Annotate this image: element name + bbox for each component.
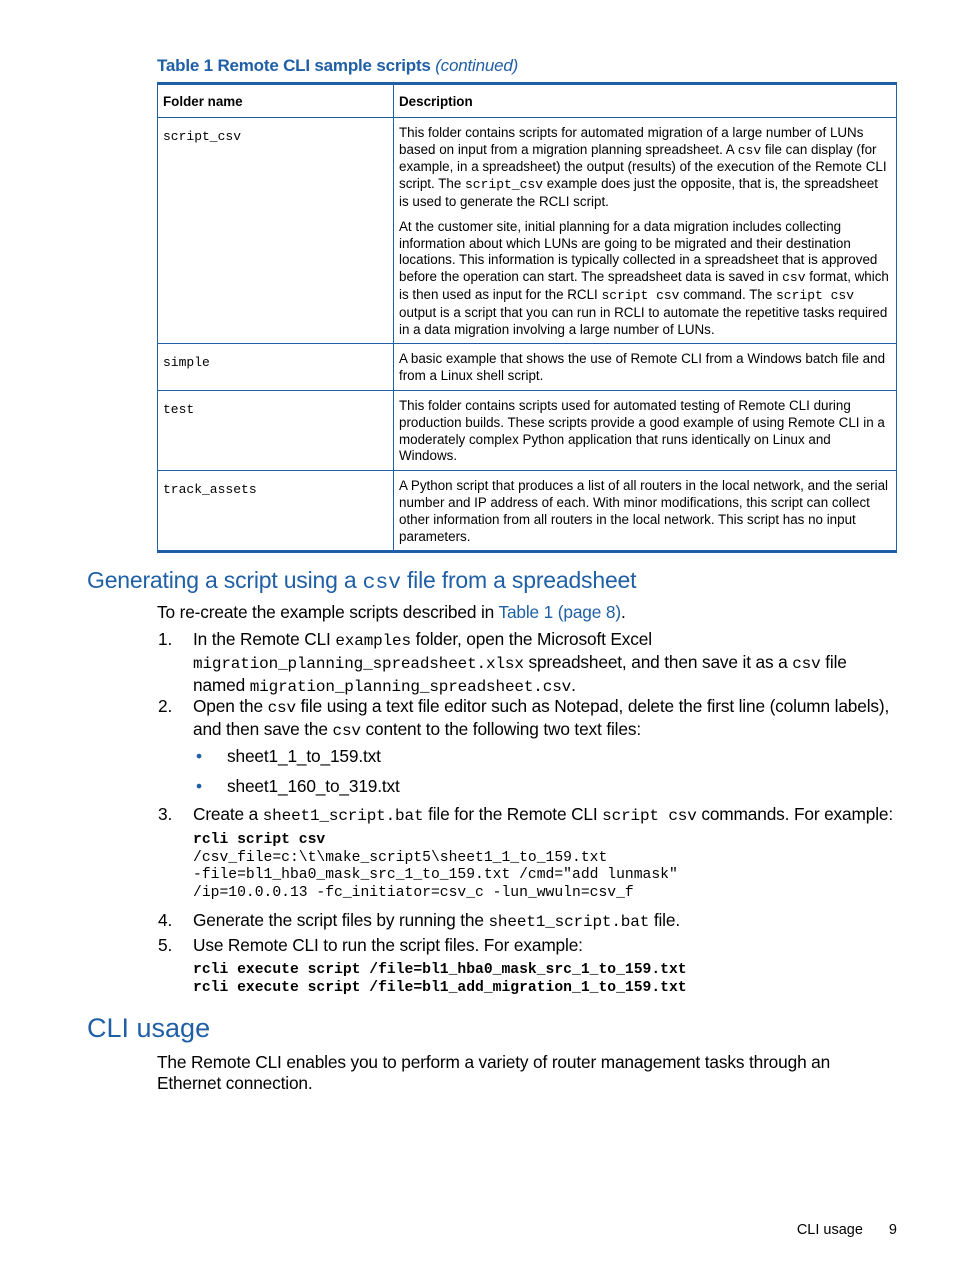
section-heading-generating-script [87, 567, 636, 595]
folder-name: test [163, 401, 195, 417]
code-term: csv [267, 699, 296, 717]
bullet-icon: • [196, 776, 202, 796]
step-4-text [193, 910, 898, 933]
text-run: At the customer site, initial planning for a data migration includes collecting information about which LUNs are going to be migrated and their destination locations. This information is typically collected in a spreadsheet that is approved before the operation can start. The spreadsheet data is saved in [399, 218, 878, 285]
page-footer [797, 1222, 897, 1238]
text-run: commands. For example: [696, 804, 894, 824]
bullet-item: sheet1_160_to_319.txt [227, 776, 400, 796]
step-number: 1. [158, 629, 173, 649]
description-paragraph [399, 125, 891, 211]
code-term: csv [332, 722, 361, 740]
footer-section-label: CLI usage [796, 1222, 863, 1238]
code-term: csv [792, 655, 821, 673]
table-row [158, 344, 897, 391]
code-term: examples [335, 632, 411, 650]
cli-usage-paragraph: The Remote CLI enables you to perform a variety of router management tasks through an Ethernet connection. [157, 1052, 831, 1093]
bullet-icon: • [196, 746, 202, 766]
description-cell [394, 344, 897, 391]
table-row [158, 117, 897, 344]
folder-cell [158, 117, 394, 344]
text-run: . [571, 675, 576, 695]
table-row [158, 390, 897, 470]
text-run: file using a text file editor such as Notepad, delete the first line (column labels), and then save the [193, 696, 890, 739]
step-1-text [193, 629, 898, 698]
text-run: file. [649, 910, 680, 930]
code-term: script csv [776, 287, 855, 303]
folder-cell [158, 344, 394, 391]
code-term: csv [737, 142, 762, 158]
text-run: spreadsheet, and then save it as a [523, 652, 793, 672]
step-number: 3. [158, 804, 173, 824]
description-paragraph [399, 219, 891, 339]
step-number: 5. [158, 935, 173, 955]
code-term: sheet1_script.bat [262, 807, 424, 825]
step-3-text [193, 804, 898, 827]
description-paragraph: This folder contains scripts used for automated testing of Remote CLI during production builds. These scripts provide a good example of using Remote CLI in a moderately complex Python application that runs identically on Linux and Windows. [399, 397, 885, 464]
code-line: rcli execute script /file=bl1_add_migration_1_to_159.txt [193, 979, 687, 996]
table-caption [157, 56, 518, 76]
description-paragraph: A Python script that produces a list of all routers in the local network, and the serial number and IP address of each. With minor modifications, this script can collect other information from all routers in the local network. This script has no input parameters. [399, 478, 889, 544]
intro-paragraph [157, 602, 897, 623]
section-heading-cli-usage: CLI usage [87, 1013, 211, 1043]
text-run: content to the following two text files: [360, 719, 641, 739]
step-2-text [193, 696, 898, 742]
text-run: Use Remote CLI to run the script files. For example: [193, 935, 583, 955]
text-run: . [620, 602, 626, 622]
code-term: script_csv [465, 177, 544, 193]
step-5-text [193, 935, 898, 956]
heading-text: Generating a script using a [87, 567, 363, 593]
table-header-row [158, 84, 897, 118]
heading-code-term: csv [362, 571, 401, 595]
description-paragraph: A basic example that shows the use of Remote CLI from a Windows batch file and from a Linux shell script. [399, 351, 886, 384]
text-run: format, which is then used as input for the RCLI [399, 269, 889, 302]
code-line: rcli script csv [193, 832, 326, 848]
code-term: sheet1_script.bat [488, 913, 650, 931]
code-term: script csv [601, 287, 680, 303]
description-cell [394, 390, 897, 470]
folder-cell [158, 390, 394, 470]
text-run: Create a [193, 804, 263, 824]
folder-cell [158, 471, 394, 552]
code-line: /csv_file=c:\t\make_script5\sheet1_1_to_159.txt [193, 849, 608, 866]
text-run: Open the [193, 696, 268, 716]
code-example-execute-script [193, 962, 687, 997]
heading-text: file from a spreadsheet [400, 567, 637, 593]
code-example-script-csv [193, 832, 678, 902]
code-term: csv [782, 270, 806, 286]
text-run: In the Remote CLI [193, 629, 336, 649]
folder-name: script_csv [163, 128, 242, 144]
text-run: output is a script that you can run in RCLI to automate the repetitive tasks required in a data migration involving a large number of LUNs. [399, 304, 888, 337]
code-line: -file=bl1_hba0_mask_src_1_to_159.txt /cmd="add lunmask" [193, 867, 678, 883]
text-run: Generate the script files by running the [193, 910, 489, 930]
code-line: /ip=10.0.0.13 -fc_initiator=csv_c -lun_wwuln=csv_f [193, 884, 634, 901]
column-header-folder: Folder name [158, 84, 394, 118]
description-cell [394, 471, 897, 552]
table-1-link[interactable]: Table 1 (page 8) [498, 602, 621, 622]
text-run: command. The [679, 286, 776, 302]
text-run: file can display (for example, in a spreadsheet) the output (results) of the execution of the Remote CLI script. The [399, 141, 887, 192]
folder-name: track_assets [163, 482, 257, 498]
sample-scripts-table [157, 82, 897, 553]
step-number: 2. [158, 696, 173, 716]
step-number: 4. [158, 910, 173, 930]
text-run: file named [193, 652, 847, 695]
text-run: folder, open the Microsoft Excel [410, 629, 652, 649]
table-caption-title: Table 1 Remote CLI sample scripts [157, 56, 431, 75]
code-term: script csv [602, 807, 697, 825]
code-term: migration_planning_spreadsheet.csv [249, 678, 572, 696]
bullet-item: sheet1_1_to_159.txt [227, 746, 381, 766]
text-run: To re-create the example scripts described in [157, 602, 499, 622]
text-run: This folder contains scripts for automated migration of a large number of LUNs based on input from a migration planning spreadsheet. A [399, 124, 864, 157]
description-cell [394, 117, 897, 344]
folder-name: simple [163, 355, 210, 371]
table-caption-continued: (continued) [435, 56, 519, 75]
column-header-description: Description [394, 84, 897, 118]
page-number: 9 [888, 1222, 897, 1238]
text-run: file for the Remote CLI [423, 804, 603, 824]
code-line: rcli execute script /file=bl1_hba0_mask_src_1_to_159.txt [193, 962, 687, 978]
table-row [158, 471, 897, 552]
code-term: migration_planning_spreadsheet.xlsx [193, 655, 524, 673]
text-run: example does just the opposite, that is, the spreadsheet is used to generate the RCLI script. [399, 176, 878, 209]
